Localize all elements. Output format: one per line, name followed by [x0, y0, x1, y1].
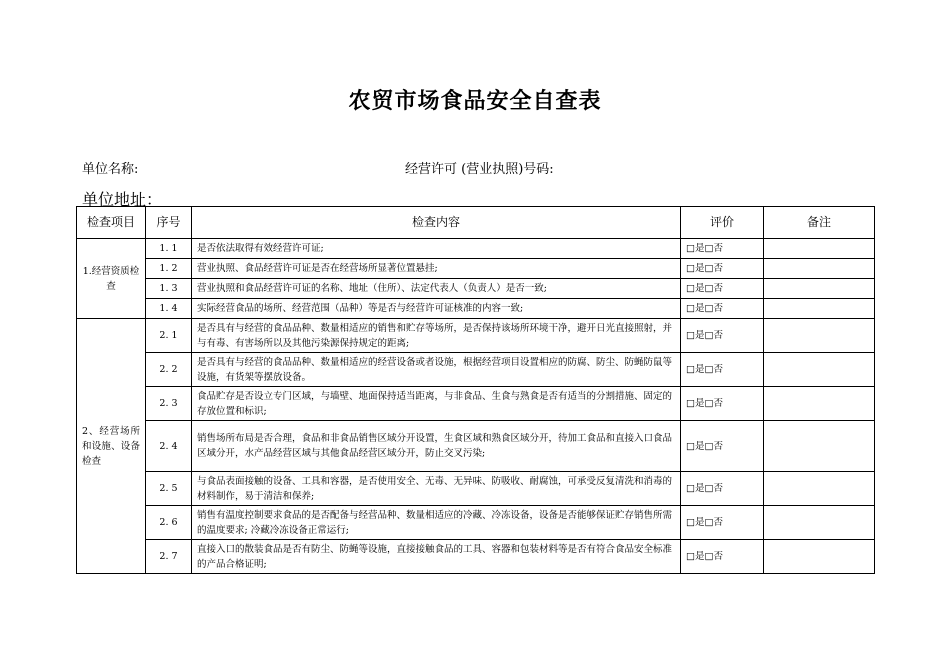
table-row: [77, 239, 875, 259]
row-note[interactable]: [764, 421, 875, 472]
inspection-table: [76, 206, 875, 574]
row-content: 直接入口的散装食品是否有防尘、防蝇等设施，直接接触食品的工具、容器和包装材料等是否有符合食品安全标准的产品合格证明;: [192, 540, 681, 574]
row-note[interactable]: [764, 506, 875, 540]
row-content: 与食品表面接触的设备、工具和容器，是否使用安全、无毒、无异味、防吸收、耐腐蚀，可承受反复清洗和消毒的材料制作，易于清洁和保养;: [192, 472, 681, 506]
row-note[interactable]: [764, 239, 875, 259]
row-seq: 2. 1: [146, 319, 192, 353]
table-row: [77, 353, 875, 387]
row-eval[interactable]: □是□否: [681, 540, 764, 574]
row-eval[interactable]: □是□否: [681, 353, 764, 387]
row-seq: 1. 1: [146, 239, 192, 259]
table-row: [77, 540, 875, 574]
row-seq: 2. 3: [146, 387, 192, 421]
group-label-qualification: 1.经营资质检查: [77, 239, 146, 319]
row-content: 食品贮存是否设立专门区域，与墙壁、地面保持适当距离，与非食品、生食与熟食是否有适当的分割措施、固定的存放位置和标识;: [192, 387, 681, 421]
row-note[interactable]: [764, 353, 875, 387]
row-content: 是否具有与经营的食品品种、数量相适应的销售和贮存等场所，是否保持该场所环境干净，避开日光直接照射，并与有毒、有害场所以及其他污染源保持规定的距离;: [192, 319, 681, 353]
address-label: 单位地址：: [82, 190, 163, 209]
header-seq: 序号: [146, 207, 192, 239]
row-eval[interactable]: □是□否: [681, 239, 764, 259]
row-seq: 2. 2: [146, 353, 192, 387]
row-eval[interactable]: □是□否: [681, 259, 764, 279]
table-row: [77, 421, 875, 472]
row-seq: 2. 7: [146, 540, 192, 574]
row-eval[interactable]: □是□否: [681, 387, 764, 421]
group-label-facilities: 2、经营场所和设施、设备检查: [77, 319, 146, 574]
table-row: [77, 472, 875, 506]
row-content: 是否具有与经营的食品品种、数量相适应的经营设备或者设施，根据经营项目设置相应的防腐、防尘、防蝇防鼠等设施，有货架等摆放设备。: [192, 353, 681, 387]
row-note[interactable]: [764, 472, 875, 506]
table-row: [77, 506, 875, 540]
header-eval: 评价: [681, 207, 764, 239]
table-row: [77, 319, 875, 353]
row-seq: 1. 3: [146, 279, 192, 299]
row-eval[interactable]: □是□否: [681, 421, 764, 472]
row-note[interactable]: [764, 319, 875, 353]
row-note[interactable]: [764, 299, 875, 319]
header-note: 备注: [764, 207, 875, 239]
row-note[interactable]: [764, 279, 875, 299]
row-content: 销售场所布局是否合理，食品和非食品销售区域分开设置，生食区域和熟食区域分开，待加工食品和直接入口食品区域分开，水产品经营区域与其他食品经营区域分开，防止交叉污染;: [192, 421, 681, 472]
row-seq: 1. 4: [146, 299, 192, 319]
row-seq: 2. 5: [146, 472, 192, 506]
row-note[interactable]: [764, 387, 875, 421]
row-eval[interactable]: □是□否: [681, 472, 764, 506]
header-item: 检查项目: [77, 207, 146, 239]
row-eval[interactable]: □是□否: [681, 319, 764, 353]
table-row: [77, 279, 875, 299]
unit-name-label: 单位名称:: [82, 162, 139, 177]
row-eval[interactable]: □是□否: [681, 506, 764, 540]
row-eval[interactable]: □是□否: [681, 279, 764, 299]
license-number-label: 经营许可 (营业执照)号码:: [405, 162, 554, 177]
row-seq: 1. 2: [146, 259, 192, 279]
row-content: 营业执照和食品经营许可证的名称、地址（住所）、法定代表人（负责人）是否一致;: [192, 279, 681, 299]
row-seq: 2. 4: [146, 421, 192, 472]
row-eval[interactable]: □是□否: [681, 299, 764, 319]
table-row: [77, 259, 875, 279]
table-row: [77, 299, 875, 319]
row-content: 销售有温度控制要求食品的是否配备与经营品种、数量相适应的冷藏、冷冻设备，设备是否能够保证贮存销售所需的温度要求; 冷藏冷冻设备正常运行;: [192, 506, 681, 540]
row-note[interactable]: [764, 540, 875, 574]
row-content: 实际经营食品的场所、经营范围（品种）等是否与经营许可证核准的内容一致;: [192, 299, 681, 319]
row-seq: 2. 6: [146, 506, 192, 540]
header-content: 检查内容: [192, 207, 681, 239]
page-title: 农贸市场食品安全自查表: [348, 88, 602, 114]
row-content: 是否依法取得有效经营许可证;: [192, 239, 681, 259]
table-header-row: [77, 207, 875, 239]
table-row: [77, 387, 875, 421]
row-content: 营业执照、食品经营许可证是否在经营场所显著位置悬挂;: [192, 259, 681, 279]
row-note[interactable]: [764, 259, 875, 279]
